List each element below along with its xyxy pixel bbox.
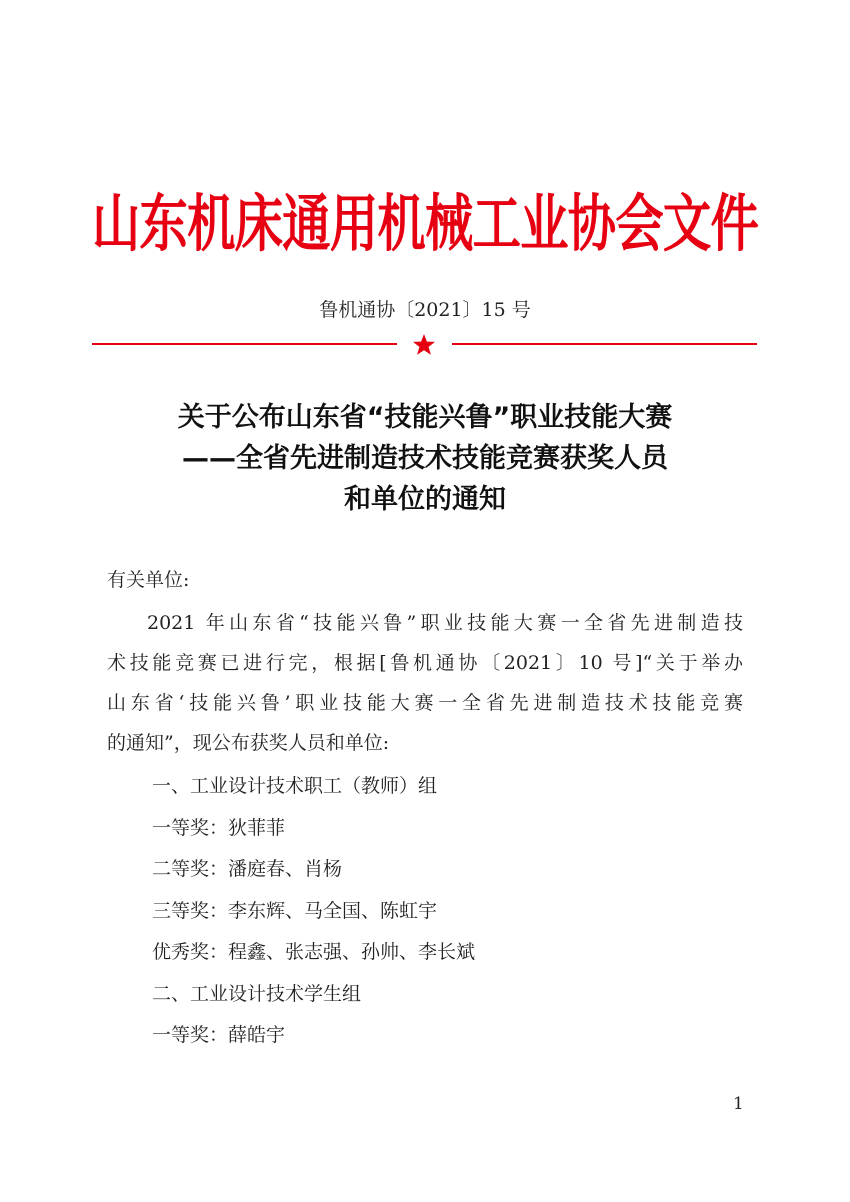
notice-title-line-1: 关于公布山东省“技能兴鲁”职业技能大赛 xyxy=(177,402,673,433)
page-number: 1 xyxy=(733,1094,744,1114)
notice-title-line-3: 和单位的通知 xyxy=(344,484,506,515)
section-1-excellence-prize: 优秀奖：程鑫、张志强、孙帅、李长斌 xyxy=(152,941,476,963)
red-divider-right xyxy=(452,343,757,345)
paragraph-line-1: 2021 年山东省“技能兴鲁”职业技能大赛一全省先进制造技 xyxy=(147,612,743,634)
document-number: 鲁机通协〔2021〕15 号 xyxy=(319,299,531,321)
section-2-first-prize: 一等奖：薛皓宇 xyxy=(152,1024,286,1046)
notice-title-line-2: ——全省先进制造技术技能竞赛获奖人员 xyxy=(182,443,668,474)
section-1-heading: 一、工业设计技术职工（教师）组 xyxy=(152,775,438,797)
paragraph-line-2: 术技能竞赛已进行完，根据[鲁机通协〔2021〕10 号]“关于举办 xyxy=(107,652,743,674)
section-1-first-prize: 一等奖：狄菲菲 xyxy=(152,817,286,839)
section-1-third-prize: 三等奖：李东辉、马全国、陈虹宇 xyxy=(152,900,438,922)
section-1-second-prize: 二等奖：潘庭春、肖杨 xyxy=(152,858,343,880)
section-2-heading: 二、工业设计技术学生组 xyxy=(152,983,362,1005)
issuer-header xyxy=(0,168,850,268)
salutation: 有关单位: xyxy=(107,569,190,591)
paragraph-line-3: 山东省‘技能兴鲁’职业技能大赛一全省先进制造技术技能竞赛 xyxy=(107,692,743,714)
red-divider-left xyxy=(92,343,397,345)
issuer-title: 山东机床通用机械工业协会文件 xyxy=(91,186,759,260)
paragraph-line-4: 的通知”，现公布获奖人员和单位: xyxy=(107,732,390,754)
red-star-icon xyxy=(412,333,436,357)
